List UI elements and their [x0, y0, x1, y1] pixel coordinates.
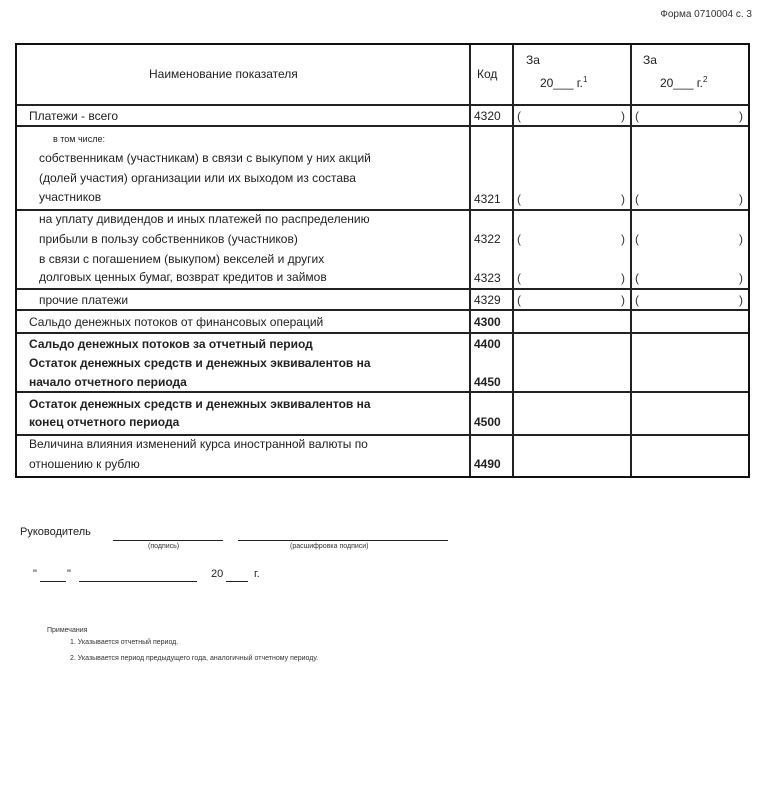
cash-flow-table — [15, 43, 750, 478]
signature-caption: (подпись) — [148, 543, 180, 550]
open-paren: ( — [635, 271, 639, 285]
open-paren: ( — [635, 232, 639, 246]
close-paren: ) — [621, 232, 625, 246]
form-code: Форма 0710004 с. 3 — [660, 9, 752, 20]
header-name: Наименование показателя — [149, 67, 298, 81]
row-label-4323-l1: в связи с погашением (выкупом) векселей и других — [39, 252, 325, 266]
open-paren: ( — [517, 232, 521, 246]
row-divider — [17, 309, 748, 311]
row-label-4322-l2: прибыли в пользу собственников (участников) — [39, 232, 298, 246]
date-month-line[interactable] — [79, 581, 197, 582]
date-year-suffix: г. — [254, 568, 260, 580]
header-period2-label: За — [643, 53, 657, 67]
close-paren: ) — [621, 192, 625, 206]
col-divider-period1 — [512, 45, 514, 476]
row-divider — [17, 332, 748, 334]
row-label-4323-l2: долговых ценных бумаг, возврат кредитов и займов — [39, 270, 327, 284]
row-divider — [17, 391, 748, 393]
row-code-4490: 4490 — [474, 457, 501, 471]
close-paren: ) — [739, 192, 743, 206]
row-code-4320: 4320 — [474, 109, 501, 123]
close-paren: ) — [739, 232, 743, 246]
close-paren: ) — [621, 109, 625, 123]
col-divider-period2 — [630, 45, 632, 476]
row-label-4300: Сальдо денежных потоков от финансовых операций — [29, 315, 324, 329]
open-paren: ( — [517, 109, 521, 123]
header-period1-label: За — [526, 53, 540, 67]
close-paren: ) — [739, 293, 743, 307]
row-code-4300: 4300 — [474, 315, 501, 329]
row-label-4500-l1: Остаток денежных средств и денежных эквивалентов на — [29, 397, 371, 411]
header-divider — [17, 104, 748, 106]
open-paren: ( — [635, 109, 639, 123]
col-divider-code — [469, 45, 471, 476]
close-paren: ) — [621, 271, 625, 285]
open-paren: ( — [635, 192, 639, 206]
row-label-4321-l2: (долей участия) организации или их выходом из состава — [39, 171, 356, 185]
header-code: Код — [477, 67, 498, 81]
row-divider — [17, 209, 748, 211]
row-code-4400: 4400 — [474, 337, 501, 351]
open-paren: ( — [517, 293, 521, 307]
date-year-line[interactable] — [226, 581, 248, 582]
row-label-4329: прочие платежи — [39, 293, 129, 307]
header-period1-year: 20___ г.$^1$ — [540, 75, 588, 90]
close-paren: ) — [739, 109, 743, 123]
open-paren: ( — [517, 192, 521, 206]
row-label-4320: Платежи - всего — [29, 109, 119, 123]
date-year-prefix: 20 — [211, 568, 224, 580]
notes-title: Примечания — [47, 627, 88, 634]
row-label-4322-l1: на уплату дивидендов и иных платежей по распределению — [39, 212, 370, 226]
row-divider — [17, 434, 748, 436]
row-divider — [17, 288, 748, 290]
row-code-4322: 4322 — [474, 232, 501, 246]
close-paren: ) — [621, 293, 625, 307]
row-code-4329: 4329 — [474, 293, 501, 307]
row-label-4321-l3: участников — [39, 190, 102, 204]
note-2: 2. Указывается период предыдущего года, аналогичный отчетному периоду. — [70, 655, 319, 662]
signature-decode-line[interactable] — [238, 540, 448, 541]
open-paren: ( — [635, 293, 639, 307]
row-label-4490-l1: Величина влияния изменений курса иностранной валюты по — [29, 437, 368, 451]
row-label-4450-l1: Остаток денежных средств и денежных эквивалентов на — [29, 356, 371, 370]
row-code-4450: 4450 — [474, 375, 501, 389]
row-code-4321: 4321 — [474, 192, 501, 206]
close-paren: ) — [739, 271, 743, 285]
date-quote-close: " — [67, 568, 71, 580]
date-quote-open: " — [33, 568, 37, 580]
decode-caption: (расшифровка подписи) — [290, 543, 369, 550]
header-period2-year: 20___ г.$^2$ — [660, 75, 708, 90]
incl-label: в том числе: — [53, 134, 105, 144]
open-paren: ( — [517, 271, 521, 285]
row-label-4321-l1: собственникам (участникам) в связи с выкупом у них акций — [39, 151, 371, 165]
row-label-4450-l2: начало отчетного периода — [29, 375, 187, 389]
date-day-line[interactable] — [40, 581, 66, 582]
signature-line[interactable] — [113, 540, 223, 541]
row-label-4500-l2: конец отчетного периода — [29, 415, 180, 429]
row-code-4500: 4500 — [474, 415, 501, 429]
note-1: 1. Указывается отчетный период. — [70, 639, 179, 646]
row-code-4323: 4323 — [474, 271, 501, 285]
row-divider — [17, 125, 748, 127]
row-label-4490-l2: отношению к рублю — [29, 457, 140, 471]
row-label-4400: Сальдо денежных потоков за отчетный период — [29, 337, 313, 351]
head-label: Руководитель — [20, 526, 91, 538]
